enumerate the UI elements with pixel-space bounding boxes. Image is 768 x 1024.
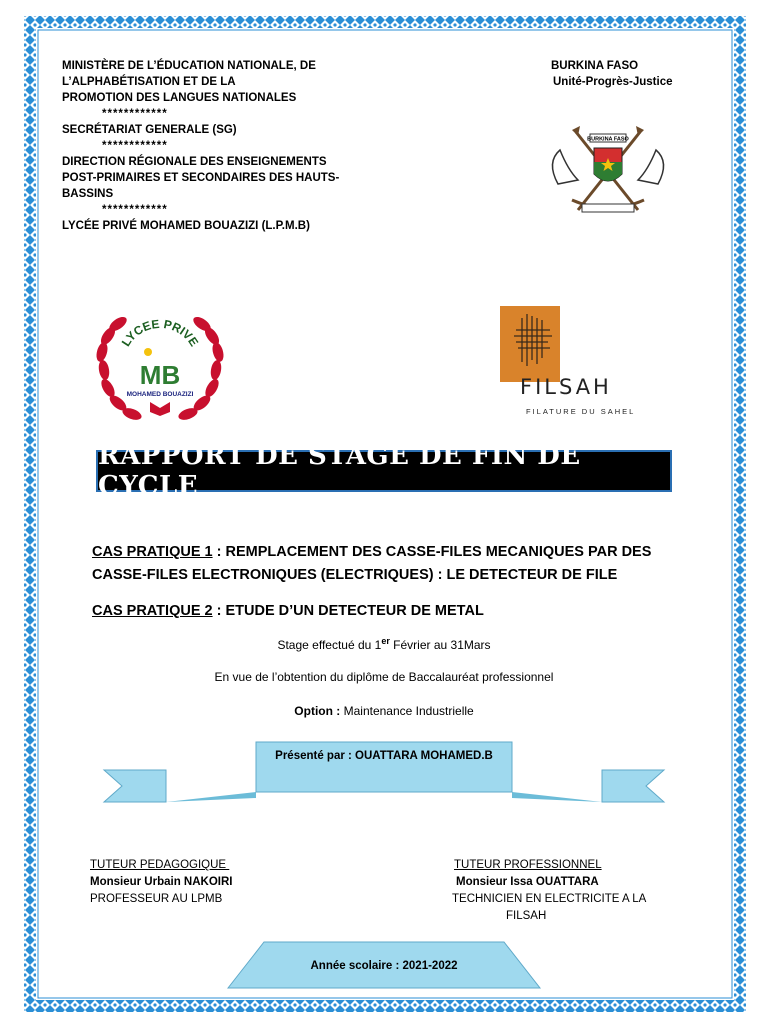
report-title-box [96,441,672,501]
direction-line: BASSINS [62,188,114,200]
filsah-logo-icon [496,304,672,422]
presented-by: Présenté par : OUATTARA MOHAMED.B [275,750,493,762]
tutor-left-name: Monsieur Urbain NAKOIRI [90,876,233,888]
ministry-line: PROMOTION DES LANGUES NATIONALES [62,92,297,104]
tutor-right-role-cont: FILSAH [506,910,547,922]
school-line: LYCÉE PRIVÉ MOHAMED BOUAZIZI (L.P.M.B) [62,220,310,232]
tutor-right-title: TUTEUR PROFESSIONNEL [454,859,602,871]
tutor-right-role: TECHNICIEN EN ELECTRICITE A LA [452,893,647,905]
direction-line: DIRECTION RÉGIONALE DES ENSEIGNEMENTS [62,156,327,168]
case2-label: CAS PRATIQUE 2 [92,603,213,619]
coat-of-arms-icon [538,122,678,222]
ministry-line: L’ALPHABÉTISATION ET DE LA [62,76,236,88]
school-logo-name: MOHAMED BOUAZIZI [126,391,194,398]
tutor-left-role: PROFESSEUR AU LPMB [90,893,223,905]
option-label: Option : [294,704,341,718]
filsah-tagline: FILATURE DU SAHEL [526,407,636,416]
stage-dates [0,636,768,652]
case1-text: : REMPLACEMENT DES CASSE-FILES MECANIQUES PAR DES [212,544,652,560]
case1-label: CAS PRATIQUE 1 [92,544,213,560]
school-year: Année scolaire : 2021-2022 [310,960,458,972]
secretariat-line: SECRÉTARIAT GENERALE (SG) [62,124,237,136]
tutor-right-name: Monsieur Issa OUATTARA [456,876,599,888]
school-logo-icon [92,308,228,426]
case1-text-cont: CASSE-FILES ELECTRONIQUES (ELECTRIQUES) : LE DETECTEUR DE FILE [92,567,618,583]
ministry-line: MINISTÈRE DE L’ÉDUCATION NATIONALE, DE [62,60,316,72]
diploma-line: En vue de l’obtention du diplôme de Baccalauréat professionnel [214,670,554,684]
school-initials: MB [139,360,181,390]
stage-sup: er [381,636,390,646]
stage-suffix: Février au 31Mars [389,638,491,652]
separator-stars: ************ [102,140,168,152]
filsah-name: FILSAH [520,375,612,399]
practical-case-2 [92,600,712,623]
country-motto: Unité-Progrès-Justice [553,76,673,88]
case2-text: : ETUDE D’UN DETECTEUR DE METAL [212,603,484,619]
professional-tutor [452,857,646,925]
separator-stars: ************ [102,108,168,120]
practical-case-1 [92,541,712,587]
direction-line: POST-PRIMAIRES ET SECONDAIRES DES HAUTS- [62,172,340,184]
ministry-header [62,58,339,234]
report-title: RAPPORT DE STAGE DE FIN DE CYCLE [98,441,581,501]
option-value: Maintenance Industrielle [340,704,474,718]
separator-stars: ************ [102,204,168,216]
option-line [0,704,768,718]
country-name: BURKINA FASO [551,60,639,72]
coat-label: BURKINA FASO [587,136,629,143]
tutor-left-title: TUTEUR PEDAGOGIQUE [90,859,230,871]
country-header [551,58,673,90]
pedagogical-tutor [90,857,232,908]
school-arc-text: LYCEE PRIVE [118,316,202,349]
stage-prefix: Stage effectué du 1 [277,638,382,652]
